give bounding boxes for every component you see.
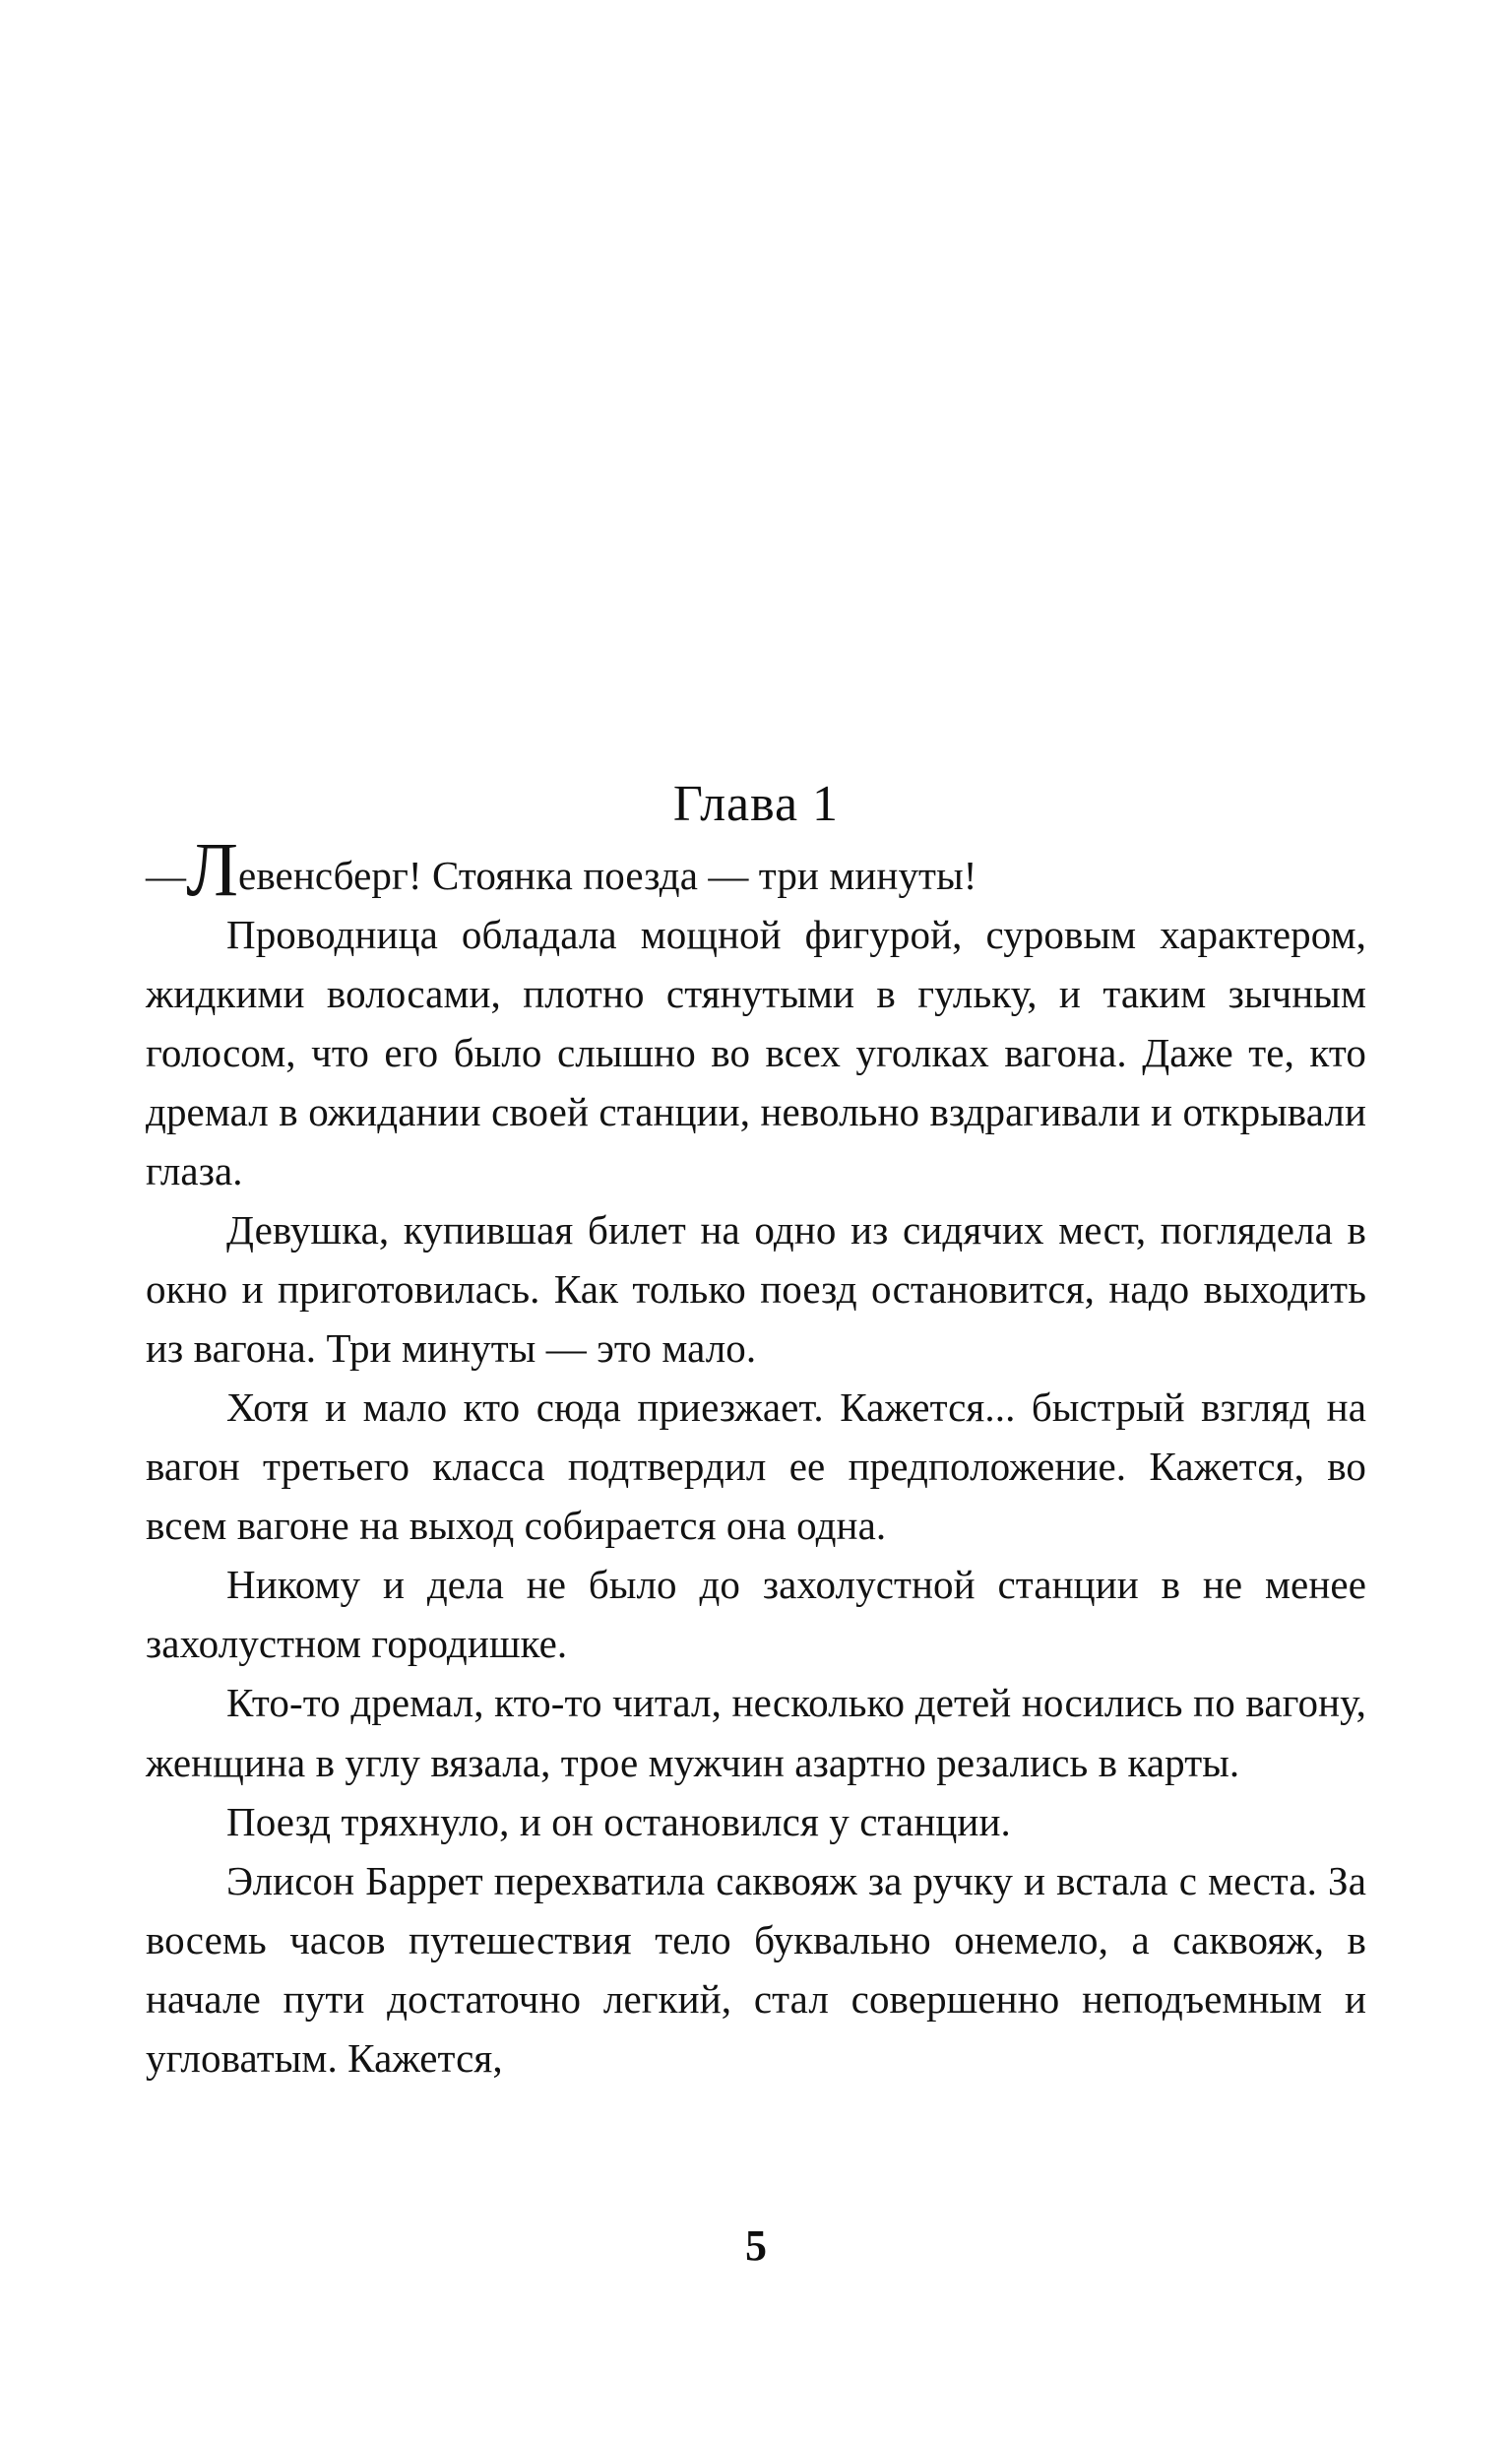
paragraph-1: Девушка, купившая билет на одно из сидячих мест, поглядела в окно и приготовилась. Как только поезд остановится, надо выходить из вагона. Три минуты — это мало. xyxy=(146,1206,1366,1372)
paragraph-2: Хотя и мало кто сюда приезжает. Кажется... быстрый взгляд на вагон третьего класса подтвердил ее предположение. Кажется, во всем вагоне на выход собирается она одна. xyxy=(146,1384,1366,1549)
opening-line-rest: евенсберг! Стоянка поезда — три минуты! xyxy=(238,852,977,898)
page-number: 5 xyxy=(745,2221,767,2270)
paragraph-opening xyxy=(146,825,1366,912)
paragraph-5: Поезд тряхнуло, и он остановился у станции. xyxy=(226,1798,1011,1844)
paragraph-6: Элисон Баррет перехватила саквояж за ручку и встала с места. За восемь часов путешествия тело буквально онемело, а саквояж, в начале пути достаточно легкий, стал совершенно неподъемным и угловатым. Кажется, xyxy=(146,1857,1366,2081)
paragraph-3: Никому и дела не было до захолустной станции в не менее захолустном городишке. xyxy=(146,1562,1366,1667)
page-text-column xyxy=(146,778,1366,2088)
drop-cap: Л xyxy=(186,825,239,912)
paragraph-opening-continuation: Проводница обладала мощной фигурой, суровым характером, жидкими волосами, плотно стянутыми в гульку, и таким зычным голосом, что его было слышно во всех уголках вагона. Даже те, кто дремал в ожидании своей станции, невольно вздрагивали и открывали глаза. xyxy=(146,911,1366,1193)
paragraph-4: Кто-то дремал, кто-то читал, несколько детей носились по вагону, женщина в углу вязала, трое мужчин азартно резались в карты. xyxy=(146,1680,1366,1785)
body-text xyxy=(146,825,1366,2088)
chapter-title: Глава 1 xyxy=(672,776,840,832)
em-dash-lead: — xyxy=(146,852,187,898)
